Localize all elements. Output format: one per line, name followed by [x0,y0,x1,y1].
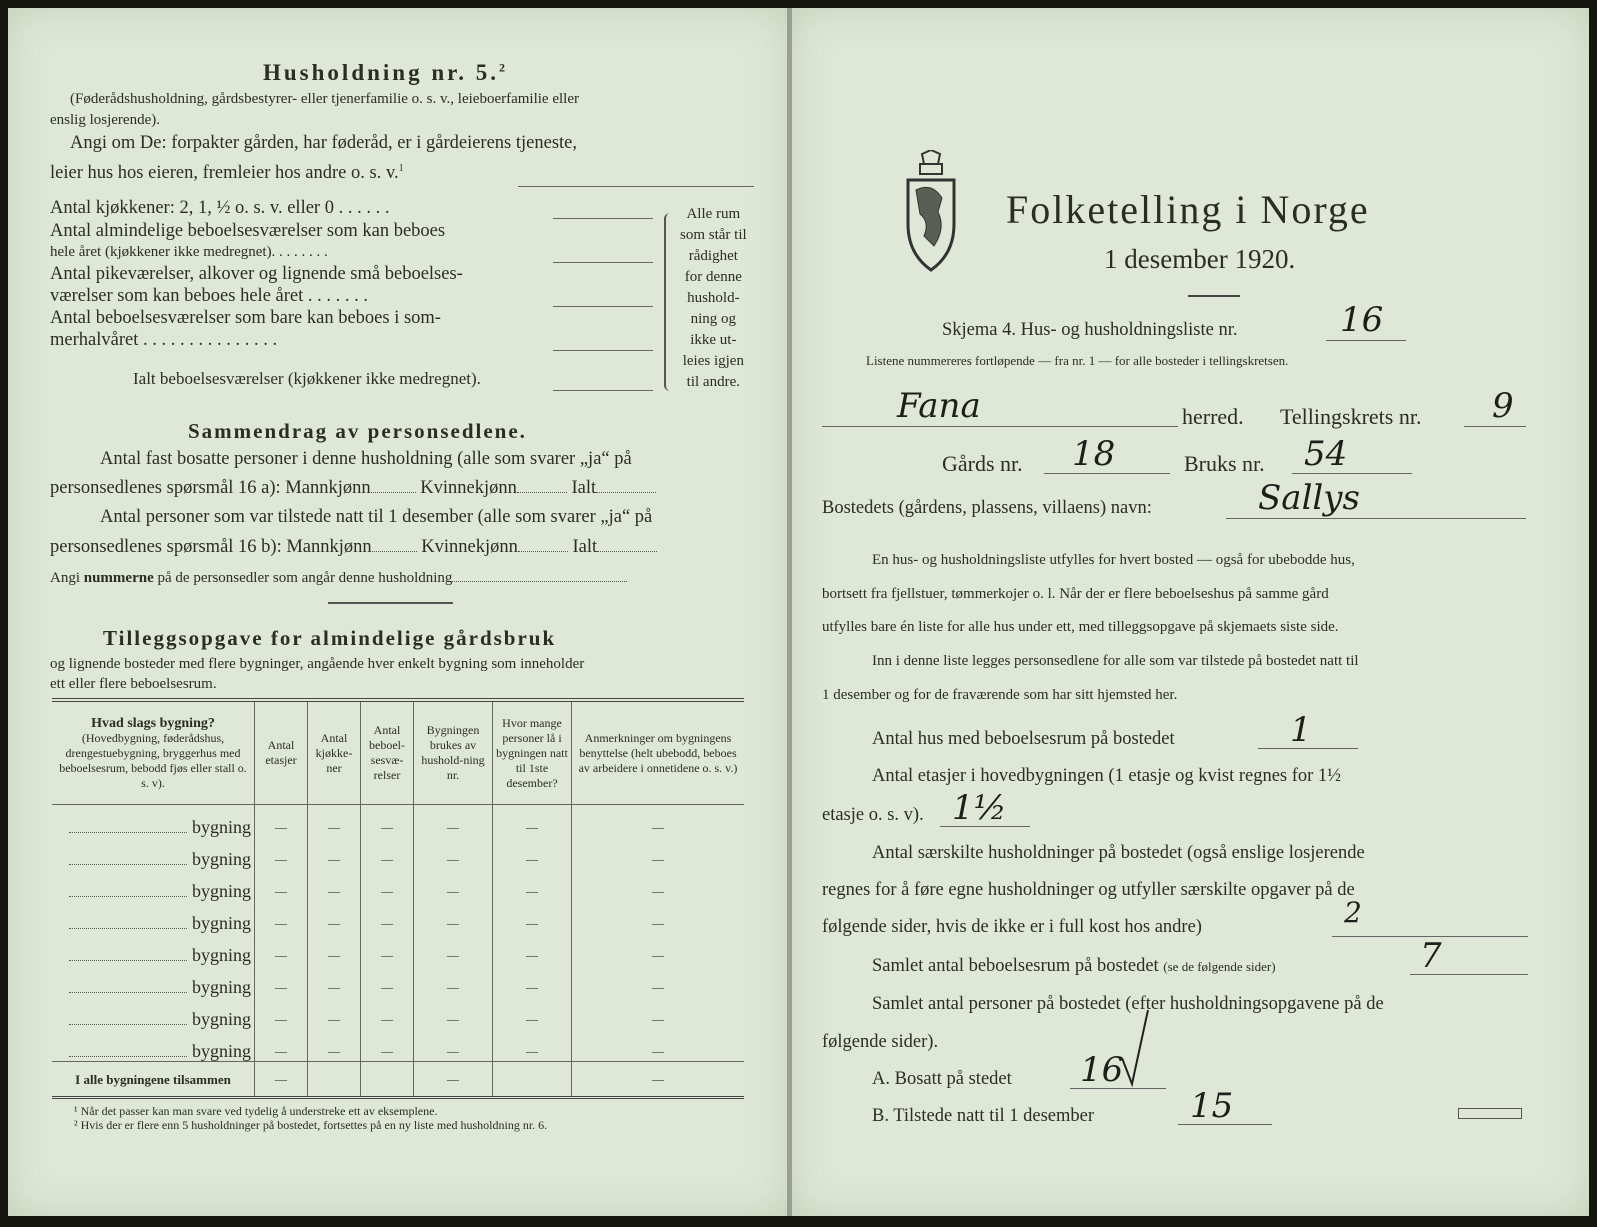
summary-title: Sammendrag av personsedlene. [188,419,527,443]
printer-stamp [1458,1108,1522,1119]
coat-of-arms-icon [902,150,960,274]
col-husholdning: Bygningen brukes av hushold-ning nr. [414,700,493,805]
q-hus: Antal hus med beboelsesrum på bostedet [872,729,1175,749]
angi-line-1: Angi om De: forpakter gården, har føderåd, er i gårdeierens tjeneste, [70,133,577,153]
checkmark-icon [1120,1008,1150,1088]
left-page [8,8,788,1216]
info-line-2: bortsett fra fjellstuer, tømmerkojer o. l. Når der er flere beboelseshus på samme gård [822,586,1329,602]
q-hush-2: regnes for å føre egne husholdninger og utfyller særskilte opgaver på de [822,880,1355,900]
rooms-line-6: Antal beboelsesværelser som bare kan beboes i som- [50,308,441,328]
table-row: bygning — — — — — — [52,965,744,997]
tillegg-line-2: ett eller flere beboelsesrum. [50,676,217,692]
census-date: 1 desember 1920. [1104,244,1296,274]
col-vaerelser: Antal beboel-sesvæ-relser [361,700,414,805]
footnote-2: ² Hvis der er flere enn 5 husholdninger på bostedet, fortsettes på en ny liste med husholdning nr. 6. [74,1118,548,1132]
info-line-5: 1 desember og for de fraværende som har sitt hjemsted her. [822,687,1178,703]
q-etasjer-1: Antal etasjer i hovedbygningen (1 etasje og kvist regnes for 1½ [872,766,1342,786]
b-label: B. Tilstede natt til 1 desember [872,1106,1094,1126]
summary-line-4: personsedlenes spørsmål 16 b): Mannkjønn Kvinnekjønn Ialt [50,537,657,558]
q-pers-1: Samlet antal personer på bostedet (efter husholdningsopgavene på de [872,994,1384,1014]
col-etasjer: Antal etasjer [255,700,308,805]
col-kjokkener: Antal kjøkke-ner [308,700,361,805]
table-row: bygning — — — — — — [52,837,744,869]
q-hush-3: følgende sider, hvis de ikke er i full kost hos andre) [822,917,1202,937]
table-total-row: I alle bygningene tilsammen — — — [52,1062,744,1098]
bosted-label: Bostedets (gårdens, plassens, villaens) navn: [822,498,1152,518]
building-table [52,698,744,1099]
table-row: bygning — — — — — — [52,997,744,1029]
intro-line-1: (Føderådshusholdning, gårdsbestyrer- eller tjenerfamilie o. s. v., leieboerfamilie eller [70,91,579,107]
table-row: bygning — — — — — — [52,933,744,965]
bruks-label: Bruks nr. [1184,451,1265,476]
table-row: bygning — — — — — — [52,869,744,901]
q-hush-value: 2 [1344,896,1362,929]
household-title: Husholdning nr. 5.$^2$ [263,60,508,85]
table-row: bygning — — — — — — [52,901,744,933]
b-value: 15 [1190,1086,1234,1126]
rooms-line-2: Antal almindelige beboelsesværelser som kan beboes [50,221,446,241]
herred-value: Fana [897,386,981,426]
summary-line-1: Antal fast bosatte personer i denne husholdning (alle som svarer „ja“ på [100,449,632,469]
skjema-value: 16 [1340,300,1384,340]
rooms-line-1: Antal kjøkkener: 2, 1, ½ o. s. v. eller 0 . . . . . . [50,198,390,218]
main-title: Folketelling i Norge [1006,187,1370,232]
col-anmerkninger: Anmerkninger om bygningens benyttelse (helt ubebodd, beboes av arbeidere i onnetidene o. s. v.) [572,700,745,805]
info-line-3: utfylles bare én liste for alle hus under ett, med tilleggsopgave på skjemaets siste side. [822,619,1339,635]
q-hush-1: Antal særskilte husholdninger på bostedet (også enslige losjerende [872,843,1365,863]
gards-value: 18 [1072,434,1116,474]
tillegg-line-1: og lignende bosteder med flere bygninger, angående hver enkelt bygning som inneholder [50,656,585,672]
a-label: A. Bosatt på stedet [872,1069,1012,1089]
table-row: bygning — — — — — — [52,1029,744,1062]
rooms-line-3: hele året (kjøkkener ikke medregnet). . . . . . . . [50,244,328,260]
tillegg-title: Tilleggsopgave for almindelige gårdsbruk [103,626,557,650]
col-type: Hvad slags bygning? (Hovedbygning, føderådshus, drengestuebygning, bryggerhus med beboelsesrum, bebodd fjøs eller stall o. s. v). [52,700,255,805]
q-rum: Samlet antal beboelsesrum på bostedet (se de følgende sider) [872,956,1276,976]
summary-line-3: Antal personer som var tilstede natt til 1 desember (alle som svarer „ja“ på [100,507,653,527]
q-etasjer-value: 1½ [952,788,1007,828]
bracket [664,213,676,391]
herred-label: herred. [1182,404,1244,429]
q-etasjer-2: etasje o. s. v). [822,805,924,825]
listene-note: Listene nummereres fortløpende — fra nr. 1 — for alle bosteder i tellingskretsen. [866,353,1289,368]
ialt-rooms: Ialt beboelsesværelser (kjøkkener ikke medregnet). [133,369,481,388]
footnote-1: ¹ Når det passer kan man svare ved tydelig å understreke ett av eksemplene. [74,1104,438,1118]
bruks-value: 54 [1304,434,1348,474]
skjema-line: Skjema 4. Hus- og husholdningsliste nr. [942,320,1238,340]
info-line-4: Inn i denne liste legges personsedlene for alle som var tilstede på bostedet natt til [872,653,1359,669]
rooms-line-5: værelser som kan beboes hele året . . . . . . . [50,286,369,306]
angi-line-2: leier hus hos eieren, fremleier hos andre o. s. v.$^1$ [50,163,404,184]
bracket-note: Alle rum som står til rådighet for denne hushold- ning og ikke ut- leies igjen til andre. [680,206,747,390]
summary-line-5: Angi nummerne på de personsedler som angår denne husholdning [50,570,627,587]
krets-value: 9 [1492,386,1514,426]
col-personer: Hvor mange personer lå i bygningen natt til 1ste desember? [493,700,572,805]
summary-line-2: personsedlenes spørsmål 16 a): Mannkjønn Kvinnekjønn Ialt [50,478,656,499]
rooms-line-4: Antal pikeværelser, alkover og lignende små beboelses- [50,264,463,284]
right-page [792,8,1589,1216]
gards-label: Gårds nr. [942,451,1023,476]
bosted-value: Sallys [1258,478,1360,518]
intro-line-2: enslig losjerende). [50,112,160,128]
table-row: bygning — — — — — — [52,805,744,838]
a-value: 16 [1080,1050,1124,1090]
q-rum-value: 7 [1420,936,1442,976]
q-pers-2: følgende sider). [822,1032,939,1052]
rooms-line-7: merhalvåret . . . . . . . . . . . . . . . [50,330,278,350]
krets-label: Tellingskrets nr. [1280,404,1422,429]
q-hus-value: 1 [1290,710,1312,750]
info-line-1: En hus- og husholdningsliste utfylles for hvert bosted — også for ubebodde hus, [872,552,1355,568]
